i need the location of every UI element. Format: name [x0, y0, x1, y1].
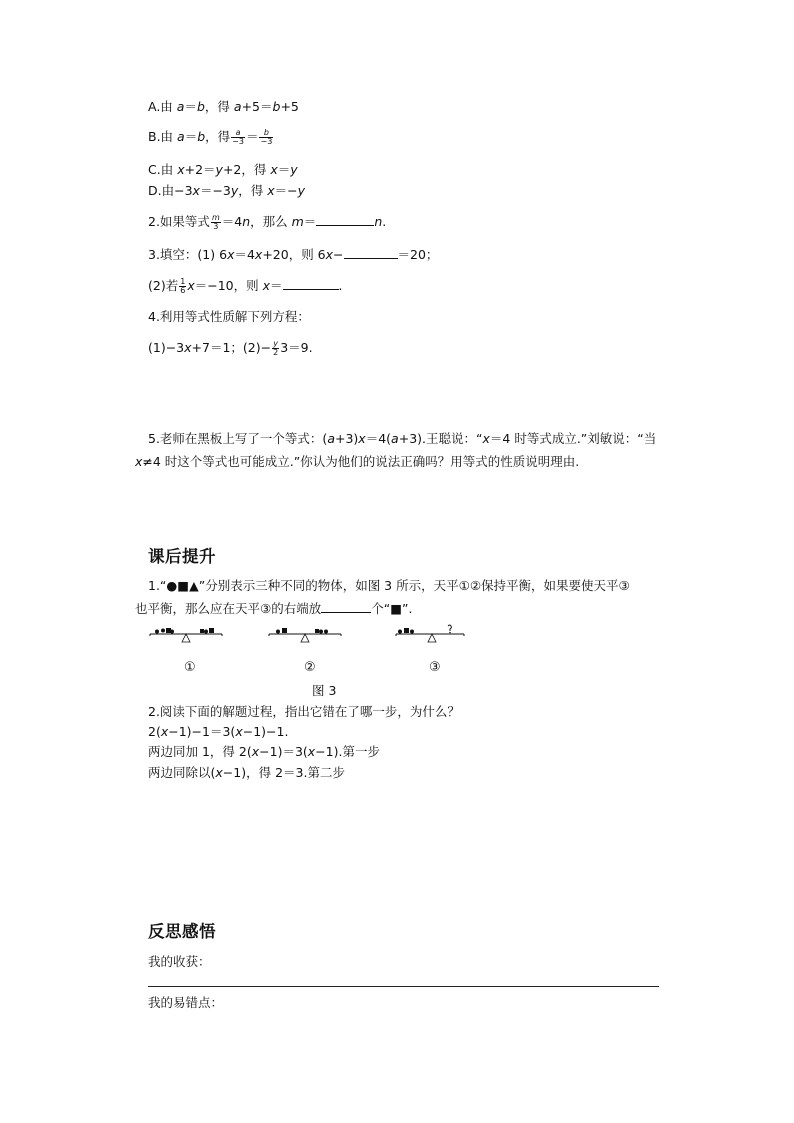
text: ，得 — [205, 129, 231, 144]
var: x — [135, 454, 143, 469]
text: −1)−1＝3( — [168, 724, 236, 739]
text: −1)＝3( — [259, 744, 308, 759]
var: x — [254, 247, 263, 262]
text: +20，则 6 — [262, 247, 326, 262]
text: A.由 — [148, 99, 177, 114]
text: +5 — [280, 99, 299, 114]
question-5-line1 — [148, 431, 656, 447]
fraction — [272, 340, 279, 357]
answer-blank[interactable] — [316, 213, 374, 226]
option-c — [148, 162, 298, 178]
text: ＝−10，则 — [194, 278, 263, 293]
text: ＝20； — [397, 247, 439, 262]
mistakes-label: 我的易错点： — [148, 995, 224, 1010]
var: x — [192, 183, 200, 198]
harvest-writing-line[interactable] — [148, 986, 659, 987]
problem-2-step2 — [148, 765, 345, 781]
fraction — [211, 214, 221, 231]
text: 两边同加 1，得 2( — [148, 744, 252, 759]
harvest-label: 我的收获： — [148, 954, 211, 969]
text: − — [333, 247, 344, 262]
var: x — [270, 162, 278, 177]
var: m — [291, 214, 304, 229]
fraction-den: 6 — [180, 286, 186, 295]
text: +3).王聪说：“ — [398, 431, 483, 446]
problem-2-title: 2.阅读下面的解题过程，指出它错在了哪一步，为什么？ — [148, 704, 460, 719]
text: ＝4 — [234, 247, 255, 262]
fraction-den: −3 — [260, 137, 273, 146]
question-4-title: 4.利用等式性质解下列方程： — [148, 309, 310, 324]
text: 5.老师在黑板上写了一个等式：( — [148, 431, 328, 446]
text: 个“■”. — [371, 601, 413, 616]
var: x — [358, 431, 366, 446]
option-b — [148, 129, 274, 146]
var: y — [297, 183, 306, 198]
var: x — [267, 183, 275, 198]
text: −1)−1. — [242, 724, 289, 739]
var: x — [160, 724, 169, 739]
answer-blank[interactable] — [283, 277, 339, 290]
var: a — [176, 99, 185, 114]
text: 两边同除以( — [148, 765, 216, 780]
balance-label-2: ② — [304, 660, 316, 675]
fraction-num: m — [211, 213, 220, 222]
text: ＝4( — [365, 431, 392, 446]
text: 2.如果等式 — [148, 214, 210, 229]
fraction — [231, 129, 245, 146]
text: ＝4 — [221, 214, 243, 229]
problem-1-line1: 1.“●■▲”分别表示三种不同的物体，如图 3 所示，天平①②保持平衡，如果要使天平③ — [148, 578, 630, 593]
var: y — [290, 162, 298, 177]
fraction — [259, 129, 273, 146]
fraction-num: b — [259, 129, 273, 138]
text: 3＝9. — [280, 340, 313, 355]
text: ＝ — [184, 129, 198, 144]
problem-2-step0 — [148, 724, 288, 740]
fraction-den: 3 — [213, 222, 219, 231]
text: +7＝1；(2)− — [191, 340, 272, 355]
text: ≠4 时这个等式也可能成立.”你认为他们的说法正确吗？用等式的性质说明理由. — [142, 454, 580, 469]
text: B.由 — [148, 129, 178, 144]
var: y — [215, 162, 223, 177]
var: b — [272, 99, 281, 114]
var: b — [196, 99, 205, 114]
text: C.由 — [148, 162, 178, 177]
option-d — [148, 183, 305, 199]
text: ＝ — [277, 162, 291, 177]
question-3-part1 — [148, 246, 438, 263]
text: ＝ — [269, 278, 283, 293]
var: b — [197, 129, 206, 144]
text: . — [338, 278, 343, 293]
var: x — [325, 247, 334, 262]
var: a — [391, 431, 399, 446]
var: x — [184, 340, 192, 355]
text: +2，得 — [222, 162, 271, 177]
text: −1)，得 2＝3.第二步 — [222, 765, 345, 780]
text: D.由−3 — [148, 183, 193, 198]
var: x — [235, 724, 243, 739]
text: ＝ — [184, 99, 197, 114]
question-4-equations — [148, 340, 313, 357]
var: x — [227, 247, 235, 262]
text: +5＝ — [241, 99, 273, 114]
section-heading-homework: 课后提升 — [148, 547, 216, 566]
var: x — [482, 431, 490, 446]
var: n — [242, 214, 251, 229]
text: ，得 — [238, 183, 268, 198]
question-2 — [148, 213, 386, 231]
text: ＝ — [245, 129, 259, 144]
text: −1).第一步 — [315, 744, 380, 759]
var: a — [233, 99, 242, 114]
problem-2-step1 — [148, 744, 380, 760]
text: ，那么 — [250, 214, 292, 229]
balance-label-1: ① — [184, 660, 196, 675]
var: x — [187, 278, 195, 293]
answer-blank[interactable] — [344, 246, 398, 259]
var: n — [374, 214, 383, 229]
balance-2 — [267, 622, 343, 650]
fraction-num: y — [273, 339, 279, 348]
question-3-part2 — [148, 277, 342, 295]
fraction-den: −3 — [232, 137, 244, 146]
text: ＝−3 — [199, 183, 231, 198]
text: (1)−3 — [148, 340, 185, 355]
answer-blank[interactable] — [321, 600, 371, 613]
var: x — [262, 278, 270, 293]
text: +2＝ — [184, 162, 216, 177]
fraction-den: 2 — [273, 348, 279, 357]
text: ＝ — [303, 214, 317, 229]
text: 也平衡，那么应在天平③的右端放 — [135, 601, 322, 616]
text: . — [382, 214, 387, 229]
section-heading-reflection: 反思感悟 — [148, 922, 216, 941]
text: ＝4 时等式成立.”刘敏说：“当 — [489, 431, 657, 446]
fraction-num: 1 — [180, 277, 186, 286]
text: 3.填空：(1) 6 — [148, 247, 228, 262]
problem-1-line2 — [135, 600, 412, 617]
option-a — [148, 99, 299, 115]
var: x — [307, 744, 316, 759]
var: x — [215, 765, 223, 780]
text: ，得 — [204, 99, 234, 114]
figure-caption: 图 3 — [312, 683, 337, 698]
var: y — [230, 183, 239, 198]
balance-label-3: ③ — [429, 660, 441, 675]
text: 2( — [148, 724, 161, 739]
question-5-line2 — [135, 454, 579, 470]
var: x — [177, 162, 185, 177]
fraction — [179, 278, 186, 295]
text: (2)若 — [148, 278, 179, 293]
balance-1 — [148, 622, 226, 650]
var: x — [251, 744, 260, 759]
var: a — [177, 129, 185, 144]
balance-3 — [394, 622, 468, 650]
var: a — [327, 431, 335, 446]
text: ＝− — [274, 183, 298, 198]
fraction-num: a — [231, 129, 245, 138]
text: +3) — [334, 431, 359, 446]
